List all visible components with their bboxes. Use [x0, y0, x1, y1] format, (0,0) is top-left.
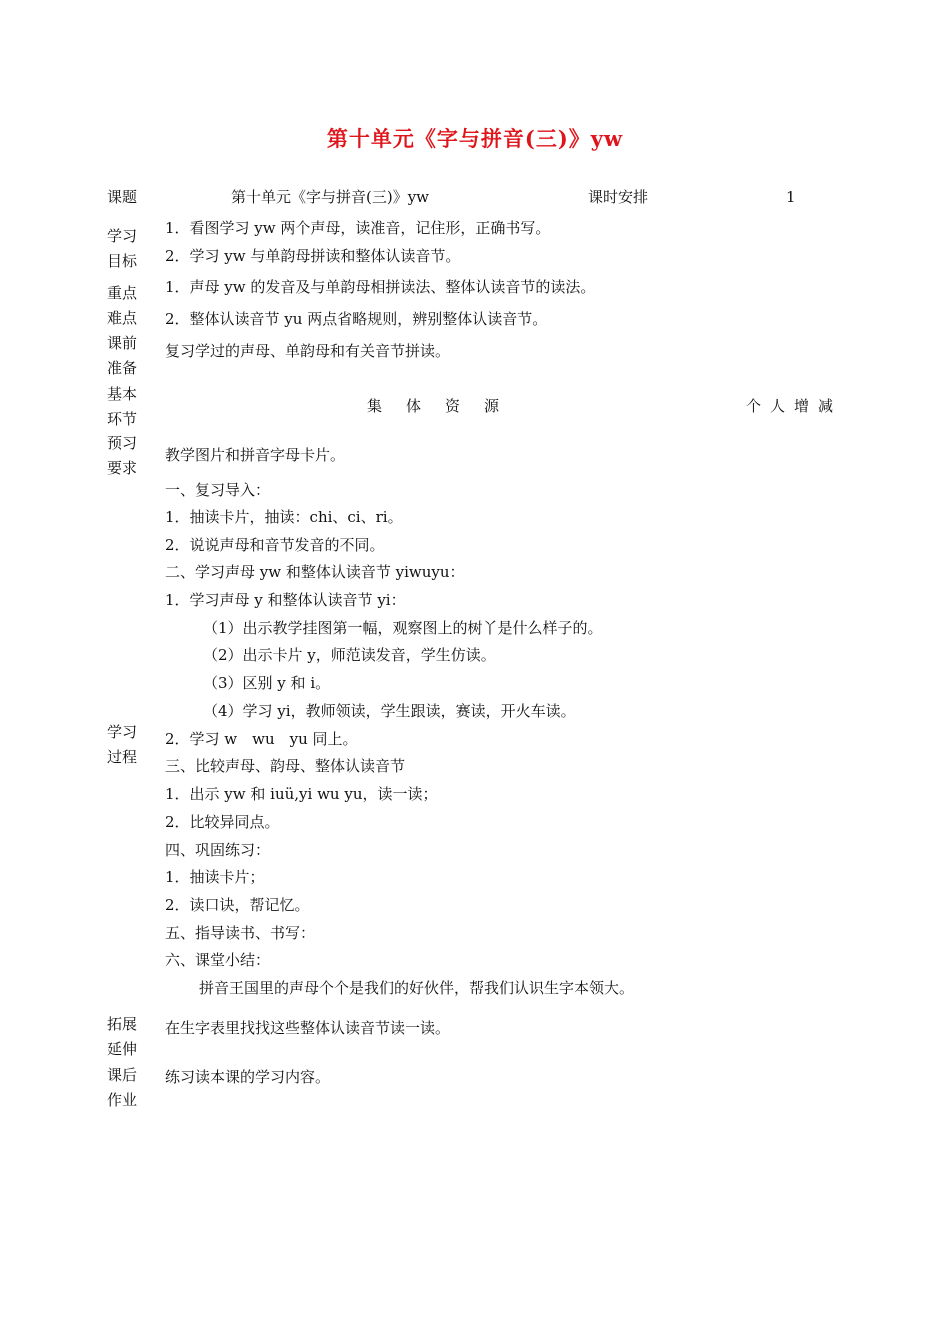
extend-text: 在生字表里找找这些整体认读音节读一读。	[165, 1019, 451, 1037]
homework-label-line2: 作业	[107, 1091, 138, 1109]
process-line: 五、指导读书、书写：	[165, 924, 316, 942]
basic-label-line1: 基本	[107, 385, 138, 403]
process-line: 2．读口诀，帮记忆。	[165, 896, 310, 914]
process-line: 1．出示 yw 和 iuü,yi wu yu，读一读；	[165, 785, 438, 803]
process-line: 1．抽读卡片，抽读：chi、ci、ri。	[165, 508, 403, 526]
goal-item: 2．学习 yw 与单韵母拼读和整体认读音节。	[165, 247, 461, 265]
prep-text: 复习学过的声母、单韵母和有关音节拼读。	[165, 342, 451, 360]
hours-label: 课时安排	[588, 188, 649, 206]
keypoint-item: 2．整体认读音节 yu 两点省略规则，辨别整体认读音节。	[165, 310, 548, 328]
goal-item: 1．看图学习 yw 两个声母，读准音，记住形，正确书写。	[165, 219, 551, 237]
homework-text: 练习读本课的学习内容。	[165, 1068, 331, 1086]
process-line: 三、比较声母、韵母、整体认读音节	[165, 757, 406, 775]
process-line: （2）出示卡片 y，师范读发音，学生仿读。	[203, 646, 496, 664]
topic-value: 第十单元《字与拼音(三)》yw	[231, 188, 430, 206]
process-line: 一、复习导入：	[165, 481, 271, 499]
process-line: 2．比较异同点。	[165, 813, 280, 831]
goals-label-line1: 学习	[107, 227, 138, 245]
extend-label-line2: 延伸	[107, 1040, 138, 1058]
process-line: 六、课堂小结：	[165, 951, 271, 969]
process-line: （3）区别 y 和 i。	[203, 674, 331, 692]
process-line: 1．抽读卡片；	[165, 868, 265, 886]
process-label-line2: 过程	[107, 748, 138, 766]
process-line: 1．学习声母 y 和整体认读音节 yi：	[165, 591, 406, 609]
process-line: 四、巩固练习：	[165, 841, 271, 859]
process-line: 2．学习 w wu yu 同上。	[165, 730, 358, 748]
process-line: （1）出示教学挂图第一幅，观察图上的树丫是什么样子的。	[203, 619, 603, 637]
keypoint-item: 1．声母 yw 的发音及与单韵母相拼读法、整体认读音节的读法。	[165, 278, 596, 296]
keypoints-label-line2: 难点	[107, 309, 138, 327]
homework-label-line1: 课后	[107, 1066, 138, 1084]
basic-label-line2: 环节	[107, 410, 138, 428]
process-line: 2．说说声母和音节发音的不同。	[165, 536, 385, 554]
personal-adjustments-header: 个人增减	[746, 397, 843, 415]
keypoints-label-line1: 重点	[107, 284, 138, 302]
process-line: 二、学习声母 yw 和整体认读音节 yiwuyu：	[165, 563, 465, 581]
document-title: 第十单元《字与拼音(三)》yw	[326, 126, 624, 151]
hours-value: 1	[786, 188, 796, 206]
preview-label-line2: 要求	[107, 459, 138, 477]
preview-text: 教学图片和拼音字母卡片。	[165, 446, 346, 464]
collective-resources-header: 集体资源	[367, 397, 524, 415]
extend-label-line1: 拓展	[107, 1015, 138, 1033]
process-line: 拼音王国里的声母个个是我们的好伙伴，帮我们认识生字本领大。	[199, 979, 635, 997]
process-line: （4）学习 yi，教师领读，学生跟读，赛读，开火车读。	[203, 702, 576, 720]
prep-label-line2: 准备	[107, 359, 138, 377]
goals-label-line2: 目标	[107, 252, 138, 270]
process-label-line1: 学习	[107, 723, 138, 741]
preview-label-line1: 预习	[107, 434, 138, 452]
prep-label-line1: 课前	[107, 334, 138, 352]
topic-label: 课题	[107, 188, 138, 206]
